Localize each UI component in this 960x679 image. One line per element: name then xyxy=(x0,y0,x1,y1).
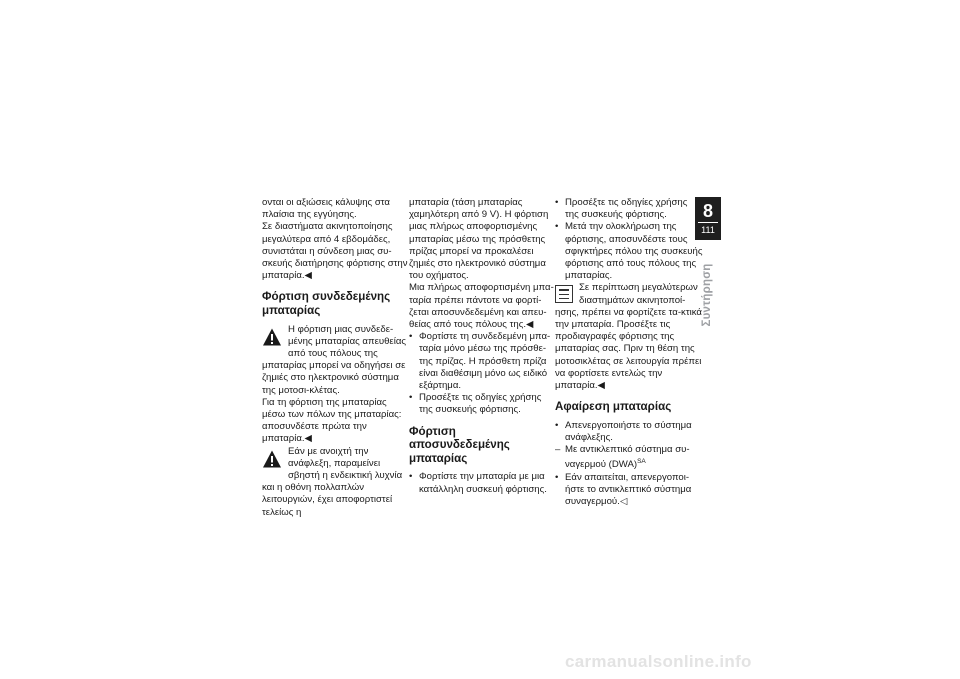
watermark: carmanualsonline.info xyxy=(565,652,752,671)
paragraph: Μια πλήρως αποφορτισμένη μπα-ταρία πρέπει πάντοτε να φορτί-ζεται αποσυνδεδεμένη και απευ-θείας από τους πόλους της.◀ xyxy=(409,282,554,331)
bullet-item: • Μετά την ολοκλήρωση της φόρτισης, αποσυνδέστε τους σφιγκτήρες πόλου της συσκευής φόρτισης από τους πόλους της μπαταρίας. xyxy=(555,221,703,282)
special-accessory-mark: SA xyxy=(637,458,646,466)
note-icon xyxy=(555,285,573,303)
bullet-item: • Προσέξτε τις οδηγίες χρήσης της συσκευής φόρτισης. xyxy=(409,392,557,416)
page-number: 111 xyxy=(701,225,715,235)
warning-block xyxy=(262,446,410,519)
warning-triangle-icon xyxy=(262,327,282,347)
bullet-item: • Φορτίστε τη συνδεδεμένη μπα-ταρία μόνο μέσω της πρόσθε-της πρίζας. Η πρόσθετη πρίζα είναι διαθέσιμη μόνο ως ειδικό εξάρτημα. xyxy=(409,331,557,392)
chapter-number: 8 xyxy=(702,201,713,221)
text-column-3 xyxy=(555,197,703,508)
bullet-item: • Εάν απαιτείται, απενεργοποι-ήστε το αντικλεπτικό σύστημα συναγερμού.◁ xyxy=(555,472,703,509)
warning-block xyxy=(262,324,410,397)
section-heading: Αφαίρεση μπαταρίας xyxy=(555,400,672,414)
chapter-title-vertical xyxy=(681,255,733,335)
warning-text: Η φόρτιση μιας συνδεδε-μένης μπαταρίας απευθείας από τους πόλους της μπαταρίας μπορεί να οδηγήσει σε ζημιές στο ηλεκτρονικό σύστημα της μοτοσι-κλέτας. xyxy=(262,323,407,396)
warning-triangle-icon xyxy=(262,449,282,469)
section-heading: Φόρτιση αποσυνδεδεμένης μπαταρίας xyxy=(409,424,510,465)
bullet-item: • Προσέξτε τις οδηγίες χρήσης της συσκευής φόρτισης. xyxy=(555,197,703,221)
dash-item xyxy=(555,444,703,472)
chapter-title: Συντήρηση xyxy=(701,263,713,327)
text-column-2 xyxy=(409,197,557,496)
paragraph: Σε διαστήματα ακινητοποίησης μεγαλύτερα από 4 εβδομάδες, συνιστάται η σύνδεση μιας συ-σκευής διατήρησης φόρτισης στην μπαταρία.◀ xyxy=(262,221,408,282)
section-heading: Φόρτιση συνδεδεμένης μπαταρίας xyxy=(262,290,391,318)
paragraph: μπαταρία (τάση μπαταρίας χαμηλότερη από 9 V). Η φόρτιση μιας πλήρως αποφορτισμένης μπαταρίας μέσω της πρόσθετης πρίζας μπορεί να προκαλέσει ζημιές στο ηλεκτρονικό σύστημα του οχήματος. xyxy=(409,197,549,282)
chapter-tab xyxy=(695,197,721,240)
warning-text: Εάν με ανοιχτή την ανάφλεξη, παραμείνει σβηστή η ενδεικτική λυχνία και η οθόνη πολλαπλών λειτουργιών, έχει αποφορτιστεί τελείως η xyxy=(262,445,403,518)
text-column-1 xyxy=(262,197,410,519)
paragraph: ονται οι αξιώσεις κάλυψης στα πλαίσια της εγγύησης. xyxy=(262,197,390,221)
dash-item-text: Με αντικλεπτικό σύστημα συ-ναγερμού (DWA) xyxy=(565,444,690,471)
divider xyxy=(698,222,718,223)
bullet-item: • Απενεργοποιήστε το σύστημα ανάφλεξης. xyxy=(555,420,703,444)
note-text: Σε περίπτωση μεγαλύτερων διαστημάτων ακινητοποί-ησης, πρέπει να φορτίζετε τα-κτικά την μπαταρία. Προσέξτε τις προδιαγραφές φόρτισης της μπαταρίας σας. Πριν τη θέση της μοτοσικλέτας σε λειτουργία πρέπει να φορτίσετε εντελώς την μπαταρία.◀ xyxy=(555,282,702,392)
bullet-item: • Φορτίστε την μπαταρία με μια κατάλληλη συσκευή φόρτισης. xyxy=(409,471,557,495)
paragraph: Για τη φόρτιση της μπαταρίας μέσω των πόλων της μπαταρίας: αποσυνδέστε πρώτα την μπαταρία.◀ xyxy=(262,396,402,445)
